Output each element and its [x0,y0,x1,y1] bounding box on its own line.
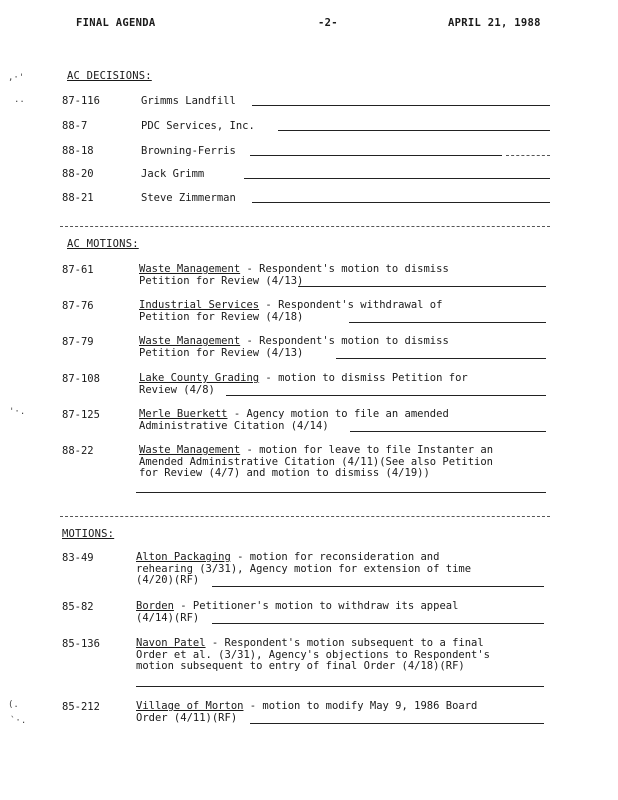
case-name: Steve Zimmerman [141,192,236,204]
entry-line [506,155,550,156]
party-name: Borden [136,600,174,612]
motion-line: Amended Administrative Citation (4/11)(See also Petition [139,455,494,468]
case-number: 88-21 [62,192,94,204]
case-number: 87-125 [62,409,100,421]
motion-text [136,701,477,724]
motion-text [136,601,458,624]
page-number: -2- [318,17,338,29]
motion-line: Petition for Review (4/13) [139,274,304,287]
motion-text [139,409,449,432]
motion-line: Order et al. (3/31), Agency's objections to Respondent's [136,648,491,661]
case-number: 87-108 [62,373,100,385]
entry-line [136,686,544,687]
section-divider [60,516,550,517]
case-number: 83-49 [62,552,94,564]
scan-mark: (. [8,700,19,710]
entry-line [350,431,546,432]
motions-heading: MOTIONS: [62,528,115,540]
ac-decisions-heading: AC DECISIONS: [67,70,152,82]
party-name: Village of Morton [136,700,244,712]
party-name: Industrial Services [139,299,260,311]
entry-line [298,286,546,287]
motion-text [136,638,490,673]
motion-line: - Respondent's motion subsequent to a final [205,637,484,649]
motion-text [139,373,468,396]
case-name: Browning-Ferris [141,145,236,157]
case-number: 87-79 [62,336,94,348]
motion-line: rehearing (3/31), Agency motion for extension of time [136,562,472,575]
party-name: Alton Packaging [136,551,231,563]
party-name: Waste Management [139,263,241,275]
party-name: Navon Patel [136,637,206,649]
case-number: 85-82 [62,601,94,613]
motion-line: - motion for reconsideration and [230,551,440,563]
entry-line [250,155,502,156]
motion-line: Order (4/11)(RF) [136,711,238,724]
case-name: Grimms Landfill [141,95,236,107]
motion-line: - Agency motion to file an amended [227,408,449,420]
entry-line [336,358,546,359]
motion-line: - Respondent's motion to dismiss [240,263,449,275]
ac-motions-heading: AC MOTIONS: [67,238,139,250]
motion-line: Petition for Review (4/18) [139,310,304,323]
case-number: 87-76 [62,300,94,312]
party-name: Merle Buerkett [139,408,228,420]
case-number: 88-7 [62,120,88,132]
motion-text [139,300,442,323]
entry-line [252,202,550,203]
entry-line [349,322,546,323]
motion-line: - Petitioner's motion to withdraw its appeal [173,600,459,612]
entry-line [226,395,546,396]
motion-line: (4/14)(RF) [136,611,200,624]
entry-line [136,492,546,493]
entry-line [250,723,544,724]
motion-line: - motion to modify May 9, 1986 Board [243,700,478,712]
motion-line: - motion to dismiss Petition for [259,372,468,384]
agenda-date: APRIL 21, 1988 [448,17,541,29]
motion-line: Review (4/8) [139,383,215,396]
motion-line: Administrative Citation (4/14) [139,419,329,432]
motion-text [139,445,493,480]
case-number: 88-22 [62,445,94,457]
motion-line: - motion for leave to file Instanter an [240,444,494,456]
motion-line: - Respondent's motion to dismiss [240,335,449,347]
motion-line: (4/20)(RF) [136,574,200,586]
case-name: PDC Services, Inc. [141,120,255,132]
entry-line [244,178,550,179]
scan-mark: `·. [10,716,27,726]
entry-line [212,586,544,587]
case-number: 87-61 [62,264,94,276]
motion-text [139,264,449,287]
case-number: 85-212 [62,701,100,713]
motion-line: motion subsequent to entry of final Order (4/18)(RF) [136,660,465,672]
party-name: Lake County Grading [139,372,260,384]
scan-mark: ,·' [8,73,25,83]
case-number: 85-136 [62,638,100,650]
scan-mark: .. [14,95,25,105]
section-divider [60,226,550,227]
case-number: 88-20 [62,168,94,180]
motion-line: Petition for Review (4/13) [139,346,304,359]
case-number: 87-116 [62,95,100,107]
scan-mark: '·. [9,407,26,417]
entry-line [212,623,544,624]
entry-line [252,105,550,106]
case-number: 88-18 [62,145,94,157]
party-name: Waste Management [139,335,241,347]
motion-line: for Review (4/7) and motion to dismiss (4/19)) [139,467,430,479]
case-name: Jack Grimm [141,168,205,180]
agenda-title: FINAL AGENDA [76,17,156,29]
motion-line: - Respondent's withdrawal of [259,299,443,311]
entry-line [278,130,550,131]
party-name: Waste Management [139,444,241,456]
motion-text [136,552,471,587]
motion-text [139,336,449,359]
